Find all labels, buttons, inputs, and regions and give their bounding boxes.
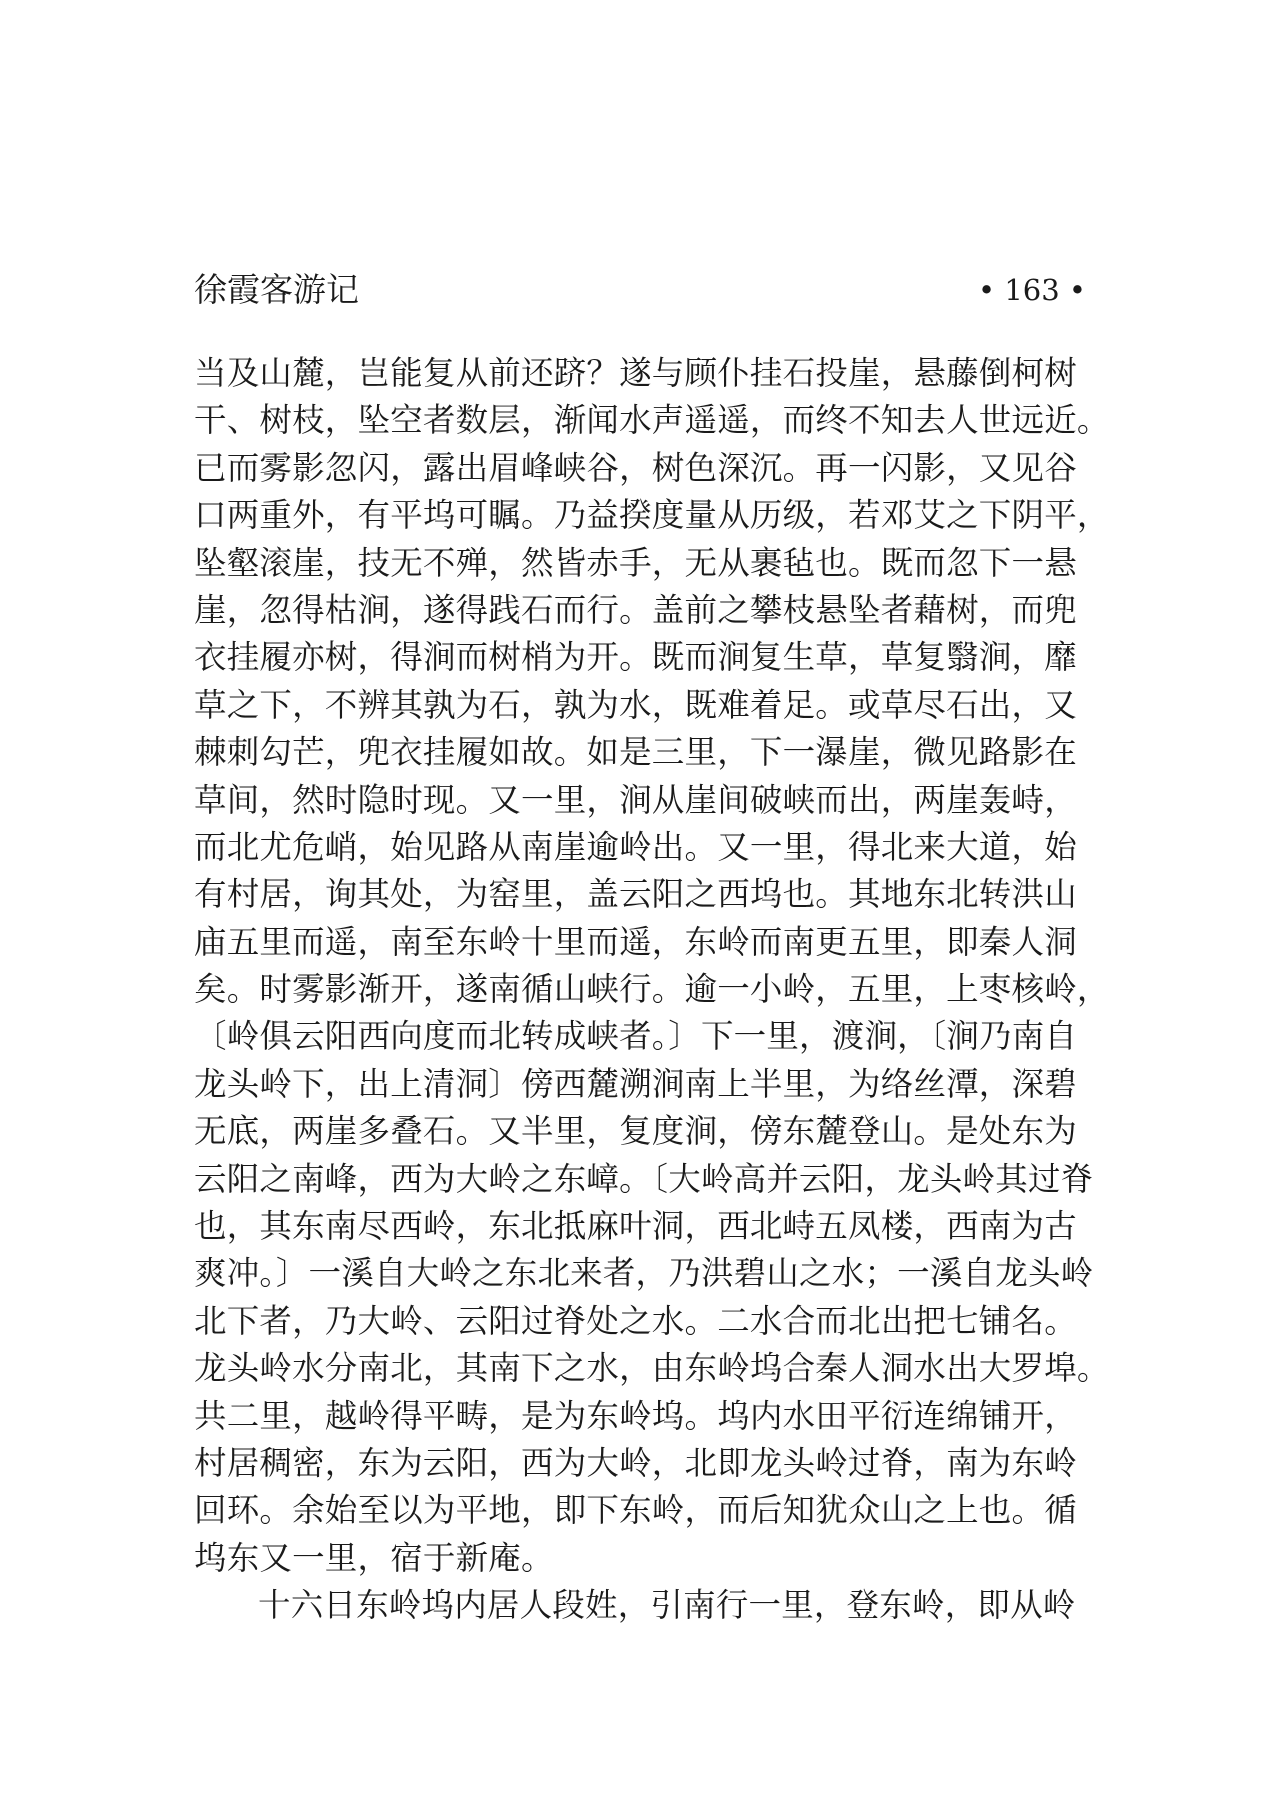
text-line: 共二里，越岭得平畴，是为东岭坞。坞内水田平衍连绵铺开， [194, 1396, 1077, 1435]
paragraph-first-line: 十六日东岭坞内居人段姓，引南行一里，登东岭，即从岭 [258, 1586, 1076, 1625]
text-line: 庙五里而遥，南至东岭十里而遥，东岭而南更五里，即秦人洞 [194, 922, 1077, 961]
text-line: 坠壑滚崖，技无不殚，然皆赤手，无从裹毡也。既而忽下一悬 [194, 543, 1077, 582]
book-title: 徐霞客游记 [194, 270, 359, 309]
text-line: 衣挂履亦树，得涧而树梢为开。既而涧复生草，草复翳涧，靡 [194, 638, 1077, 677]
text-line: 北下者，乃大岭、云阳过脊处之水。二水合而北出把七铺名。 [194, 1301, 1077, 1340]
running-header [194, 268, 1086, 312]
text-line: 村居稠密，东为云阳，西为大岭，北即龙头岭过脊，南为东岭 [194, 1443, 1077, 1482]
text-line: 回环。余始至以为平地，即下东岭，而后知犹众山之上也。循 [194, 1491, 1077, 1530]
page-number: • 163 • [978, 273, 1086, 307]
text-line: 而北尤危峭，始见路从南崖逾岭出。又一里，得北来大道，始 [194, 827, 1077, 866]
text-line: 矣。时雾影渐开，遂南循山峡行。逾一小岭，五里，上枣核岭， [194, 970, 1110, 1009]
text-line: 〔岭俱云阳西向度而北转成峡者。〕下一里，渡涧，〔涧乃南自 [194, 1017, 1078, 1056]
body-text [194, 350, 1124, 1630]
text-line: 草之下，不辨其孰为石，孰为水，既难着足。或草尽石出，又 [194, 685, 1077, 724]
text-line: 爽冲。〕一溪自大岭之东北来者，乃洪碧山之水；一溪自龙头岭 [194, 1254, 1094, 1293]
text-line: 棘刺勾芒，兜衣挂履如故。如是三里，下一瀑崖，微见路影在 [194, 733, 1077, 772]
text-line: 也，其东南尽西岭，东北抵麻叶洞，西北峙五凤楼，西南为古 [194, 1207, 1077, 1246]
text-line: 无底，两崖多叠石。又半里，复度涧，傍东麓登山。是处东为 [194, 1112, 1077, 1151]
text-line: 口两重外，有平坞可瞩。乃益揆度量从历级，若邓艾之下阴平， [194, 496, 1110, 535]
text-line: 龙头岭水分南北，其南下之水，由东岭坞合秦人洞水出大罗埠。 [194, 1349, 1110, 1388]
text-line: 崖，忽得枯涧，遂得践石而行。盖前之攀枝悬坠者藉树，而兜 [194, 590, 1077, 629]
text-line: 草间，然时隐时现。又一里，涧从崖间破峡而出，两崖轰峙， [194, 780, 1077, 819]
text-line: 当及山麓，岂能复从前还跻？遂与顾仆挂石投崖，悬藤倒柯树 [194, 354, 1077, 392]
text-line: 坞东又一里，宿于新庵。 [194, 1538, 554, 1577]
text-line: 龙头岭下，出上清洞〕傍西麓溯涧南上半里，为络丝潭，深碧 [194, 1064, 1077, 1103]
text-line: 干、树枝，坠空者数层，渐闻水声遥遥，而终不知去人世远近。 [194, 401, 1110, 440]
text-line: 有村居，询其处，为窑里，盖云阳之西坞也。其地东北转洪山 [194, 875, 1077, 914]
text-line: 已而雾影忽闪，露出眉峰峡谷，树色深沉。再一闪影，又见谷 [194, 448, 1077, 487]
text-line: 云阳之南峰，西为大岭之东嶂。〔大岭高并云阳，龙头岭其过脊 [194, 1159, 1094, 1198]
